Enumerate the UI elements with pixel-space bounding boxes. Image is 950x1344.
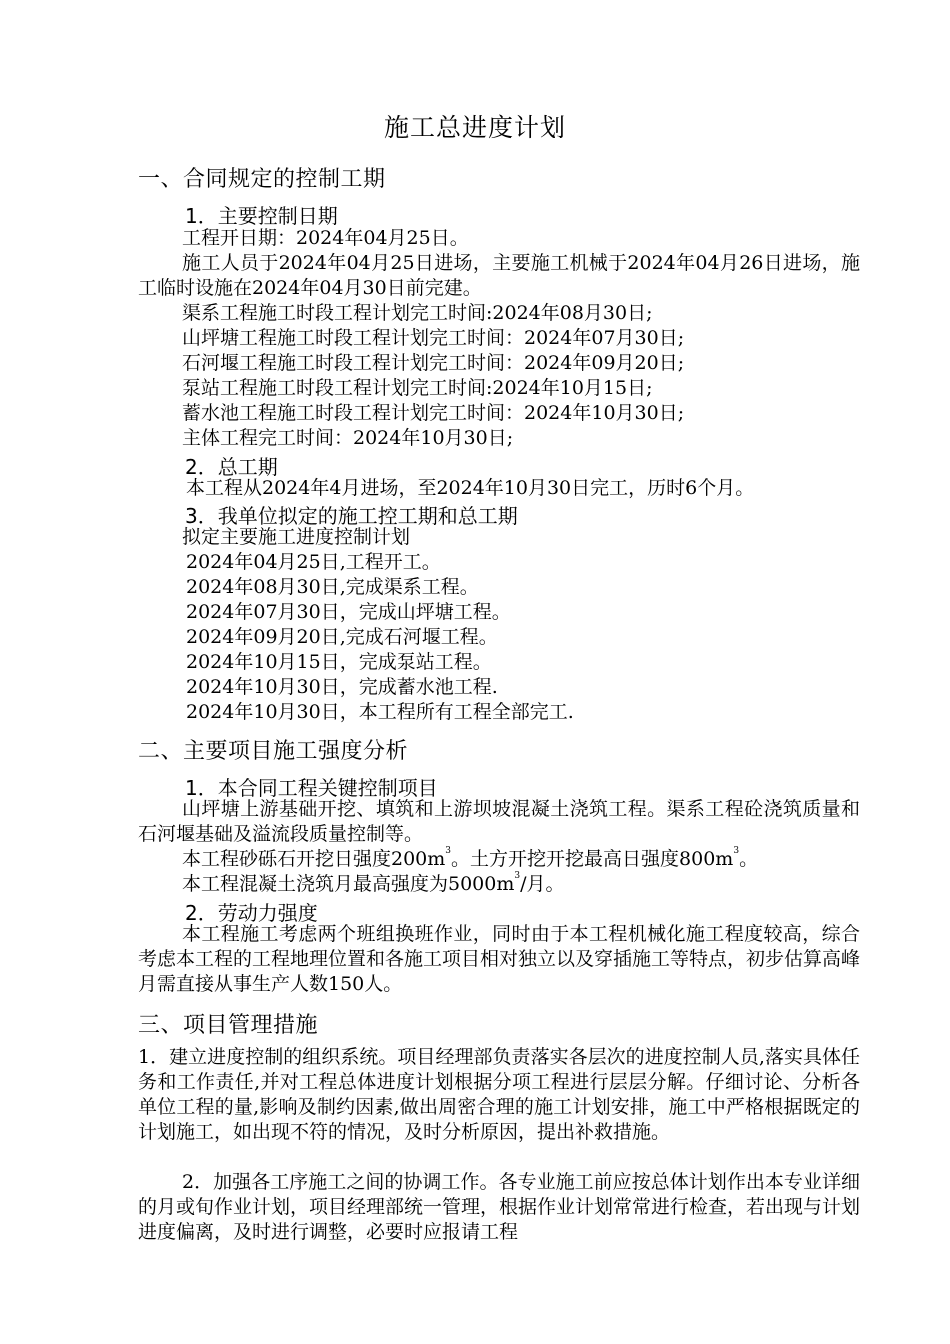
paragraph: 1．建立进度控制的组织系统。项目经理部负责落实各层次的进度控制人员,落实具体任务和工作责任,并对工程总体进度计划根据分项工程进行层层分解。仔细讨论、分析各单位工程的量,影响及制约因素,做出周密合理的施工计划安排，施工中严格根据既定的计划施工，如出现不符的情况，及时分析原因，提出补救措施。 <box>138 1046 860 1143</box>
paragraph: 山坪塘上游基础开挖、填筑和上游坝坡混凝土浇筑工程。渠系工程砼浇筑质量和石河堰基础及溢流段质量控制等。 <box>138 798 860 845</box>
text-line: 本工程从2024年4月进场，至2024年10月30日完工，历时6个月。 <box>186 477 755 499</box>
subheading-2-2: 2．劳动力强度 <box>185 901 318 925</box>
plan-item: 2024年08月30日,完成渠系工程。 <box>186 576 479 598</box>
section-heading-2: 二、主要项目施工强度分析 <box>138 739 409 764</box>
text-line: 工程开日期：2024年04月25日。 <box>182 227 469 249</box>
paragraph: 2．加强各工序施工之间的协调工作。各专业施工前应按总体计划作出本专业详细的月或旬作业计划，项目经理部统一管理，根据作业计划常常进行检查，若出现与计划进度偏离，及时进行调整，必要时应报请工程 <box>138 1171 861 1243</box>
text-run: 本工程砂砾石开挖日强度200m <box>182 848 446 870</box>
plan-item: 2024年10月30日，完成蓄水池工程. <box>186 676 498 698</box>
subheading-2-1: 1．本合同工程关键控制项目 <box>185 776 438 800</box>
text-line: 石河堰工程施工时段工程计划完工时间：2024年09月20日; <box>182 352 685 374</box>
paragraph: 施工人员于2024年04月25日进场，主要施工机械于2024年04月26日进场，施工临时设施在2024年04月30日前完建。 <box>138 252 860 299</box>
text-line: 泵站工程施工时段工程计划完工时间:2024年10月15日; <box>182 377 653 399</box>
text-run: 本工程混凝土浇筑月最高强度为5000m <box>182 873 515 895</box>
text-line <box>182 847 758 872</box>
text-line <box>182 872 565 897</box>
plan-item: 2024年09月20日,完成石河堰工程。 <box>186 626 498 648</box>
page-title: 施工总进度计划 <box>383 113 566 142</box>
section-heading-1: 一、合同规定的控制工期 <box>138 167 386 192</box>
subheading-1-2: 2．总工期 <box>185 455 278 479</box>
paragraph: 本工程施工考虑两个班组换班作业，同时由于本工程机械化施工程度较高，综合考虑本工程的工程地理位置和各施工项目相对独立以及穿插施工等特点，初步估算高峰月需直接从事生产人数150人。 <box>138 923 861 995</box>
text-run: 。 <box>739 848 759 870</box>
text-line: 渠系工程施工时段工程计划完工时间:2024年08月30日; <box>182 302 653 324</box>
plan-item: 2024年10月15日，完成泵站工程。 <box>186 651 492 673</box>
text-line: 拟定主要施工进度控制计划 <box>182 526 411 548</box>
text-line: 山坪塘工程施工时段工程计划完工时间：2024年07月30日; <box>182 327 685 349</box>
superscript: 3 <box>514 871 521 881</box>
plan-item: 2024年10月30日，本工程所有工程全部完工. <box>186 701 574 723</box>
plan-item: 2024年07月30日，完成山坪塘工程。 <box>186 601 511 623</box>
text-run: 。土方开挖开挖最高日强度800m <box>451 848 734 870</box>
text-run: /月。 <box>520 873 565 895</box>
superscript: 3 <box>445 846 452 856</box>
plan-item: 2024年04月25日,工程开工。 <box>186 551 441 573</box>
superscript: 3 <box>733 846 740 856</box>
section-heading-3: 三、项目管理措施 <box>138 1013 319 1038</box>
subheading-1-1: 1．主要控制日期 <box>185 204 338 228</box>
text-line: 主体工程完工时间：2024年10月30日; <box>182 427 514 449</box>
subheading-1-3: 3．我单位拟定的施工控工期和总工期 <box>185 504 518 528</box>
text-line: 蓄水池工程施工时段工程计划完工时间：2024年10月30日; <box>182 402 685 424</box>
